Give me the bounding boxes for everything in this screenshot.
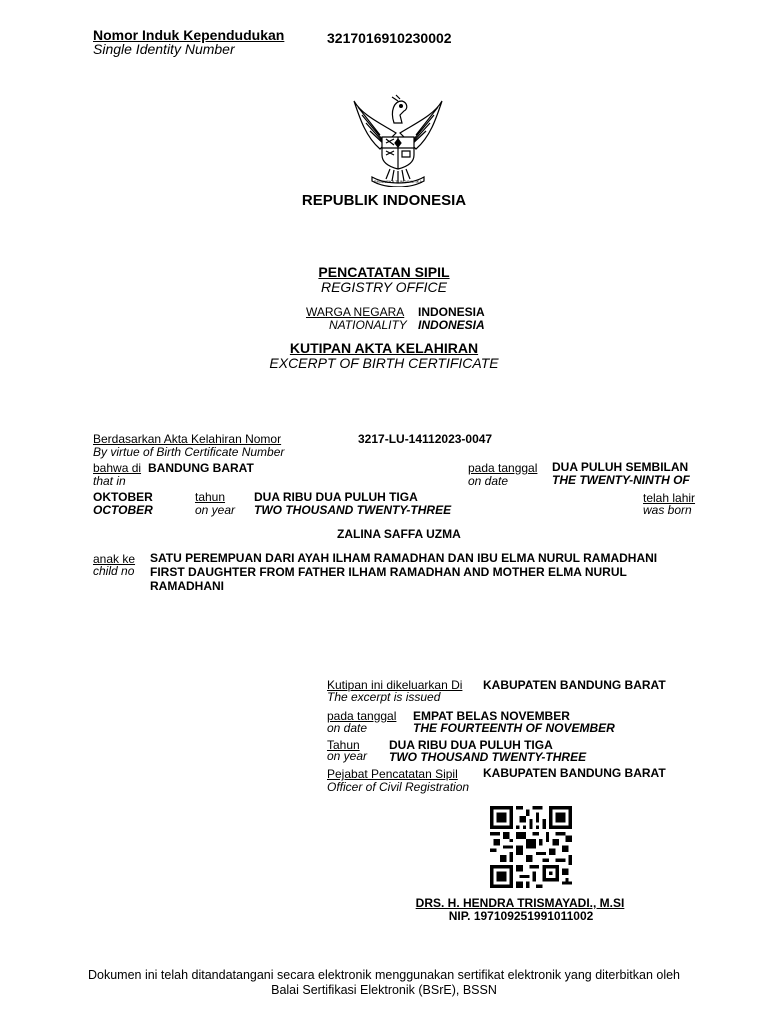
issued-year-value: DUA RIBU DUA PULUH TIGA bbox=[389, 738, 553, 752]
child-no-value-en-line1: FIRST DAUGHTER FROM FATHER ILHAM RAMADHAN AND MOTHER ELMA NURUL bbox=[150, 565, 627, 579]
issued-date-value-en: THE FOURTEENTH OF NOVEMBER bbox=[413, 721, 615, 735]
birth-year-value: DUA RIBU DUA PULUH TIGA bbox=[254, 490, 418, 504]
issued-place-value: KABUPATEN BANDUNG BARAT bbox=[483, 678, 666, 692]
signatory-name: DRS. H. HENDRA TRISMAYADI., M.SI bbox=[415, 896, 625, 910]
born-label-en: was born bbox=[643, 503, 692, 517]
nationality-label-en: NATIONALITY bbox=[329, 318, 407, 332]
issued-label-en: The excerpt is issued bbox=[327, 690, 441, 704]
emblem-motto: BHINNEKA TUNGGAL IKA bbox=[373, 179, 423, 184]
birth-year-value-en: TWO THOUSAND TWENTY-THREE bbox=[254, 503, 452, 517]
place-value: BANDUNG BARAT bbox=[148, 461, 254, 475]
child-no-label: anak ke bbox=[93, 552, 136, 566]
document-title: KUTIPAN AKTA KELAHIRAN bbox=[289, 340, 479, 356]
issued-year-label-en: on year bbox=[327, 749, 368, 763]
office-title-en: REGISTRY OFFICE bbox=[320, 279, 447, 295]
child-no-value-en-line2: RAMADHANI bbox=[150, 579, 224, 593]
issued-date-label: pada tanggal bbox=[327, 709, 397, 723]
qr-code-icon bbox=[490, 806, 572, 888]
issued-year-value-en: TWO THOUSAND TWENTY-THREE bbox=[389, 750, 587, 764]
birth-date-value: DUA PULUH SEMBILAN bbox=[552, 460, 689, 474]
nationality-label: WARGA NEGARA bbox=[306, 305, 405, 319]
place-label-en: that in bbox=[93, 474, 126, 488]
child-no-label-en: child no bbox=[93, 564, 135, 578]
footer-line-2: Balai Sertifikasi Elektronik (BSrE), BSSN bbox=[271, 983, 497, 997]
officer-label-en: Officer of Civil Registration bbox=[327, 780, 470, 794]
issued-date-label-en: on date bbox=[327, 721, 368, 735]
birth-year-label: tahun bbox=[195, 490, 226, 504]
issued-year-label: Tahun bbox=[327, 738, 360, 752]
officer-value: KABUPATEN BANDUNG BARAT bbox=[483, 766, 666, 780]
document-title-en: EXCERPT OF BIRTH CERTIFICATE bbox=[269, 355, 499, 371]
footer-line-1: Dokumen ini telah ditandatangani secara elektronik menggunakan sertifikat elektronik yang diterbitkan oleh bbox=[87, 968, 681, 982]
birth-date-label: pada tanggal bbox=[468, 461, 538, 475]
birth-date-label-en: on date bbox=[468, 474, 509, 488]
place-label: bahwa di bbox=[93, 461, 142, 475]
cert-number-label-en: By virtue of Birth Certificate Number bbox=[93, 445, 285, 459]
country-title: REPUBLIK INDONESIA bbox=[301, 192, 467, 209]
cert-number-label: Berdasarkan Akta Kelahiran Nomor bbox=[93, 432, 282, 446]
office-title: PENCATATAN SIPIL bbox=[318, 264, 450, 280]
cert-number-value: 3217-LU-14112023-0047 bbox=[358, 432, 493, 446]
birth-month-value-en: OCTOBER bbox=[93, 503, 153, 517]
nationality-value-en: INDONESIA bbox=[418, 318, 485, 332]
birth-month-value: OKTOBER bbox=[93, 490, 153, 504]
child-name: ZALINA SAFFA UZMA bbox=[337, 527, 461, 541]
officer-label: Pejabat Pencatatan Sipil bbox=[327, 767, 458, 781]
nationality-value: INDONESIA bbox=[418, 305, 485, 319]
garuda-emblem-icon bbox=[350, 93, 446, 187]
nik-label: Nomor Induk Kependudukan bbox=[93, 27, 285, 43]
issued-date-value: EMPAT BELAS NOVEMBER bbox=[413, 709, 570, 723]
nik-label-en: Single Identity Number bbox=[93, 41, 235, 57]
signatory-nip: NIP. 197109251991011002 bbox=[448, 909, 594, 923]
birth-year-label-en: on year bbox=[195, 503, 236, 517]
issued-label: Kutipan ini dikeluarkan Di bbox=[327, 678, 463, 692]
born-label: telah lahir bbox=[643, 491, 696, 505]
child-no-value: SATU PEREMPUAN DARI AYAH ILHAM RAMADHAN DAN IBU ELMA NURUL RAMADHANI bbox=[150, 551, 658, 565]
birth-date-value-en: THE TWENTY-NINTH OF bbox=[552, 473, 690, 487]
nik-value: 3217016910230002 bbox=[327, 30, 452, 46]
